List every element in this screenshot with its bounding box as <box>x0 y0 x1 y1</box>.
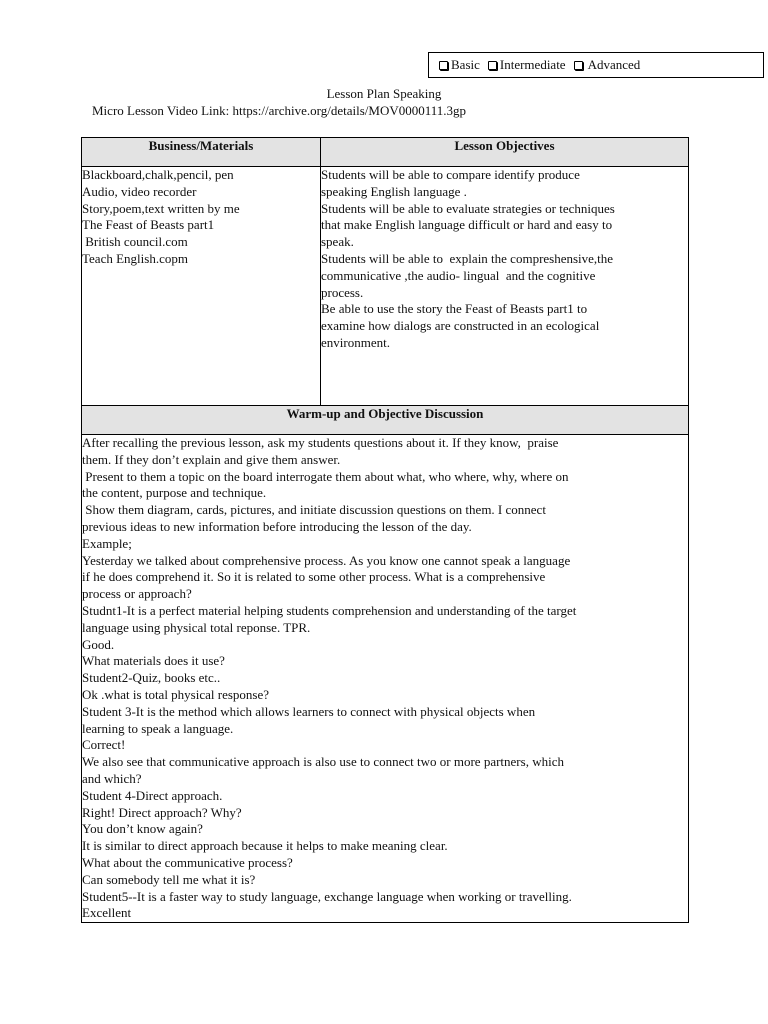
materials-line: Teach English.copm <box>82 250 188 266</box>
warmup-line: Can somebody tell me what it is? <box>82 871 256 887</box>
warmup-line: We also see that communicative approach is also use to connect two or more partners, which <box>82 754 564 770</box>
warmup-line: previous ideas to new information before introducing the lesson of the day. <box>82 518 472 534</box>
warmup-line: them. If they don’t explain and give them answer. <box>82 451 341 467</box>
warmup-line: Ok .what is total physical response? <box>82 686 270 702</box>
objectives-cell <box>321 167 689 406</box>
materials-line: British council.com <box>82 234 188 250</box>
objective-line: speaking English language . <box>321 183 467 199</box>
checkbox-icon[interactable] <box>574 61 583 70</box>
objective-line: that make English language difficult or hard and easy to <box>321 217 613 233</box>
warmup-line: and which? <box>82 770 142 786</box>
warmup-line: Studnt1-It is a perfect material helping students comprehension and understanding of the target <box>82 602 577 618</box>
objective-line: speak. <box>321 234 354 250</box>
warmup-line: What materials does it use? <box>82 653 225 669</box>
warmup-line: Excellent <box>82 905 132 921</box>
objective-line: Students will be able to evaluate strategies or techniques <box>321 200 615 216</box>
warmup-line: Student 3-It is the method which allows learners to connect with physical objects when <box>82 703 536 719</box>
objective-line: Students will be able to compare identify produce <box>321 167 580 182</box>
materials-line: Audio, video recorder <box>82 183 197 199</box>
level-option-advanced[interactable] <box>574 57 641 73</box>
level-label: Intermediate <box>499 57 566 72</box>
objective-line: environment. <box>321 334 390 350</box>
objective-line: Students will be able to explain the compreshensive,the <box>321 250 614 266</box>
warmup-line: Example; <box>82 535 132 551</box>
video-link[interactable]: Micro Lesson Video Link: https://archive.org/details/MOV0000111.3gp <box>92 103 467 118</box>
materials-header: Business/Materials <box>82 138 321 167</box>
warmup-line: if he does comprehend it. So it is related to some other process. What is a comprehensive <box>82 569 546 585</box>
materials-line: Blackboard,chalk,pencil, pen <box>82 167 234 182</box>
warmup-line: Show them diagram, cards, pictures, and initiate discussion questions on them. I connect <box>82 502 546 518</box>
objective-line: process. <box>321 284 364 300</box>
objectives-header: Lesson Objectives <box>321 138 689 167</box>
level-selector <box>428 52 764 78</box>
warmup-line: Student5--It is a faster way to study language, exchange language when working or travelling. <box>82 888 572 904</box>
level-option-intermediate[interactable] <box>488 57 566 73</box>
materials-cell <box>82 167 321 406</box>
warmup-line: Student 4-Direct approach. <box>82 787 223 803</box>
objective-line: Be able to use the story the Feast of Beasts part1 to <box>321 301 588 317</box>
warmup-line: learning to speak a language. <box>82 720 234 736</box>
warmup-line: Correct! <box>82 737 126 753</box>
warmup-line: the content, purpose and technique. <box>82 485 267 501</box>
materials-line: Story,poem,text written by me <box>82 200 240 216</box>
warmup-line: Good. <box>82 636 115 652</box>
warmup-header: Warm-up and Objective Discussion <box>82 406 689 435</box>
level-label: Basic <box>451 57 480 72</box>
warmup-line: Yesterday we talked about comprehensive process. As you know one cannot speak a language <box>82 552 571 568</box>
lesson-plan-table <box>81 137 689 923</box>
warmup-line: Student2-Quiz, books etc.. <box>82 670 221 686</box>
objective-line: communicative ,the audio- lingual and the cognitive <box>321 267 596 283</box>
warmup-line: language using physical total reponse. TPR. <box>82 619 311 635</box>
warmup-line: Present to them a topic on the board interrogate them about what, who where, why, where on <box>82 468 569 484</box>
level-label: Advanced <box>587 57 641 72</box>
objective-line: examine how dialogs are constructed in an ecological <box>321 318 600 334</box>
checkbox-icon[interactable] <box>488 61 497 70</box>
warmup-line: It is similar to direct approach because it helps to make meaning clear. <box>82 838 448 854</box>
checkbox-icon[interactable] <box>439 61 448 70</box>
warmup-line: What about the communicative process? <box>82 854 293 870</box>
warmup-line: Right! Direct approach? Why? <box>82 804 242 820</box>
warmup-line: process or approach? <box>82 586 192 602</box>
materials-line: The Feast of Beasts part1 <box>82 217 215 233</box>
warmup-cell <box>82 435 689 923</box>
warmup-line: After recalling the previous lesson, ask my students questions about it. If they know, praise <box>82 435 559 450</box>
level-option-basic[interactable] <box>439 57 480 73</box>
page-title: Lesson Plan Speaking <box>326 86 442 101</box>
warmup-line: You don’t know again? <box>82 821 203 837</box>
